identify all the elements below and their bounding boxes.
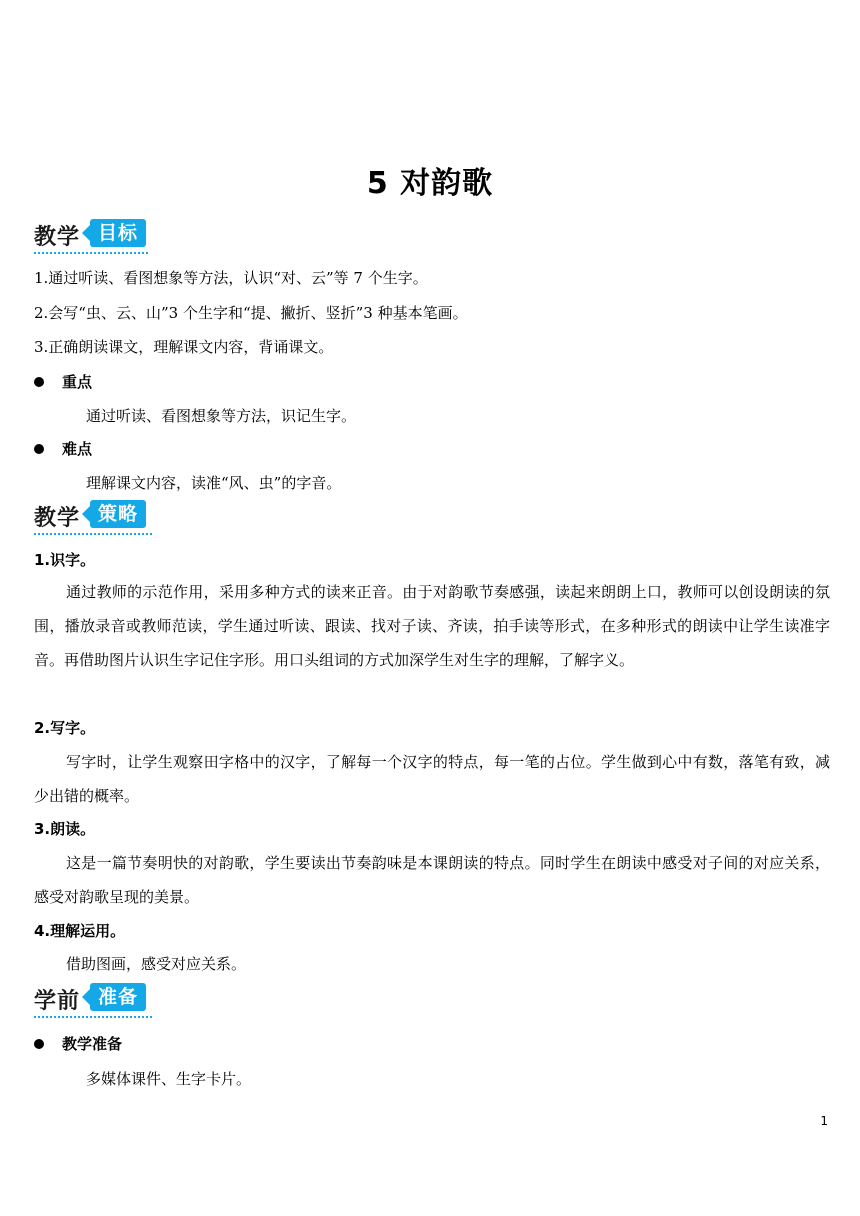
key-point-text: 通过听读、看图想象等方法，识记生字。 bbox=[86, 407, 357, 425]
page-title: 5 对韵歌 bbox=[366, 166, 494, 201]
difficulty-label: 难点 bbox=[62, 440, 93, 458]
objective-item: 3.正确朗读课文，理解课文内容，背诵课文。 bbox=[34, 338, 334, 356]
section-lead: 教学 bbox=[34, 506, 81, 531]
page-number: 1 bbox=[820, 1114, 828, 1128]
strategy-text: 这是一篇节奏明快的对韵歌，学生要读出节奏韵味是本课朗读的特点。同时学生在朗读中感受对子间的对应关系，感受对韵歌呈现的美景。 bbox=[34, 854, 830, 906]
objective-item: 1.通过听读、看图想象等方法，认识“对、云”等 7 个生字。 bbox=[34, 269, 428, 287]
section-badge: 策略 bbox=[90, 500, 146, 528]
preparation-heading bbox=[34, 1033, 122, 1055]
strategy-heading: 3.朗读。 bbox=[34, 820, 96, 838]
difficulty-heading bbox=[34, 438, 92, 460]
key-point-label: 重点 bbox=[62, 373, 93, 391]
badge-notch-icon bbox=[82, 225, 90, 241]
objective-item: 2.会写“虫、云、山”3 个生字和“提、撇折、竖折”3 种基本笔画。 bbox=[34, 304, 468, 322]
preparation-text: 多媒体课件、生字卡片。 bbox=[86, 1070, 252, 1088]
bullet-icon bbox=[34, 377, 44, 387]
section-badge: 准备 bbox=[90, 983, 146, 1011]
bullet-icon bbox=[34, 444, 44, 454]
strategy-text: 通过教师的示范作用，采用多种方式的读来正音。由于对韵歌节奏感强，读起来朗朗上口，教师可以创设朗读的氛围，播放录音或教师范读，学生通过听读、跟读、找对子读、齐读，拍手读等形式，在多种形式的朗读中让学生读准字音。再借助图片认识生字记住字形。用口头组词的方式加深学生对生字的理解，了解字义。 bbox=[34, 583, 830, 669]
strategy-text: 写字时，让学生观察田字格中的汉字，了解每一个汉字的特点，每一笔的占位。学生做到心中有数，落笔有致，减少出错的概率。 bbox=[34, 753, 830, 805]
section-lead: 教学 bbox=[34, 225, 81, 250]
strategy-heading: 1.识字。 bbox=[34, 551, 96, 569]
strategy-heading: 4.理解运用。 bbox=[34, 922, 126, 940]
section-header-preparation bbox=[34, 980, 158, 1020]
bullet-icon bbox=[34, 1039, 44, 1049]
section-badge: 目标 bbox=[90, 219, 146, 247]
strategy-heading: 2.写字。 bbox=[34, 719, 96, 737]
difficulty-text: 理解课文内容，读准“风、虫”的字音。 bbox=[86, 474, 342, 492]
section-header-strategy bbox=[34, 497, 158, 537]
badge-notch-icon bbox=[82, 989, 90, 1005]
preparation-label: 教学准备 bbox=[62, 1035, 123, 1053]
section-underline bbox=[34, 533, 152, 535]
section-underline bbox=[34, 1016, 152, 1018]
section-underline bbox=[34, 252, 148, 254]
section-header-objectives bbox=[34, 216, 154, 256]
strategy-text: 借助图画，感受对应关系。 bbox=[66, 955, 247, 973]
section-lead: 学前 bbox=[34, 989, 81, 1014]
key-point-heading bbox=[34, 371, 92, 393]
badge-notch-icon bbox=[82, 506, 90, 522]
